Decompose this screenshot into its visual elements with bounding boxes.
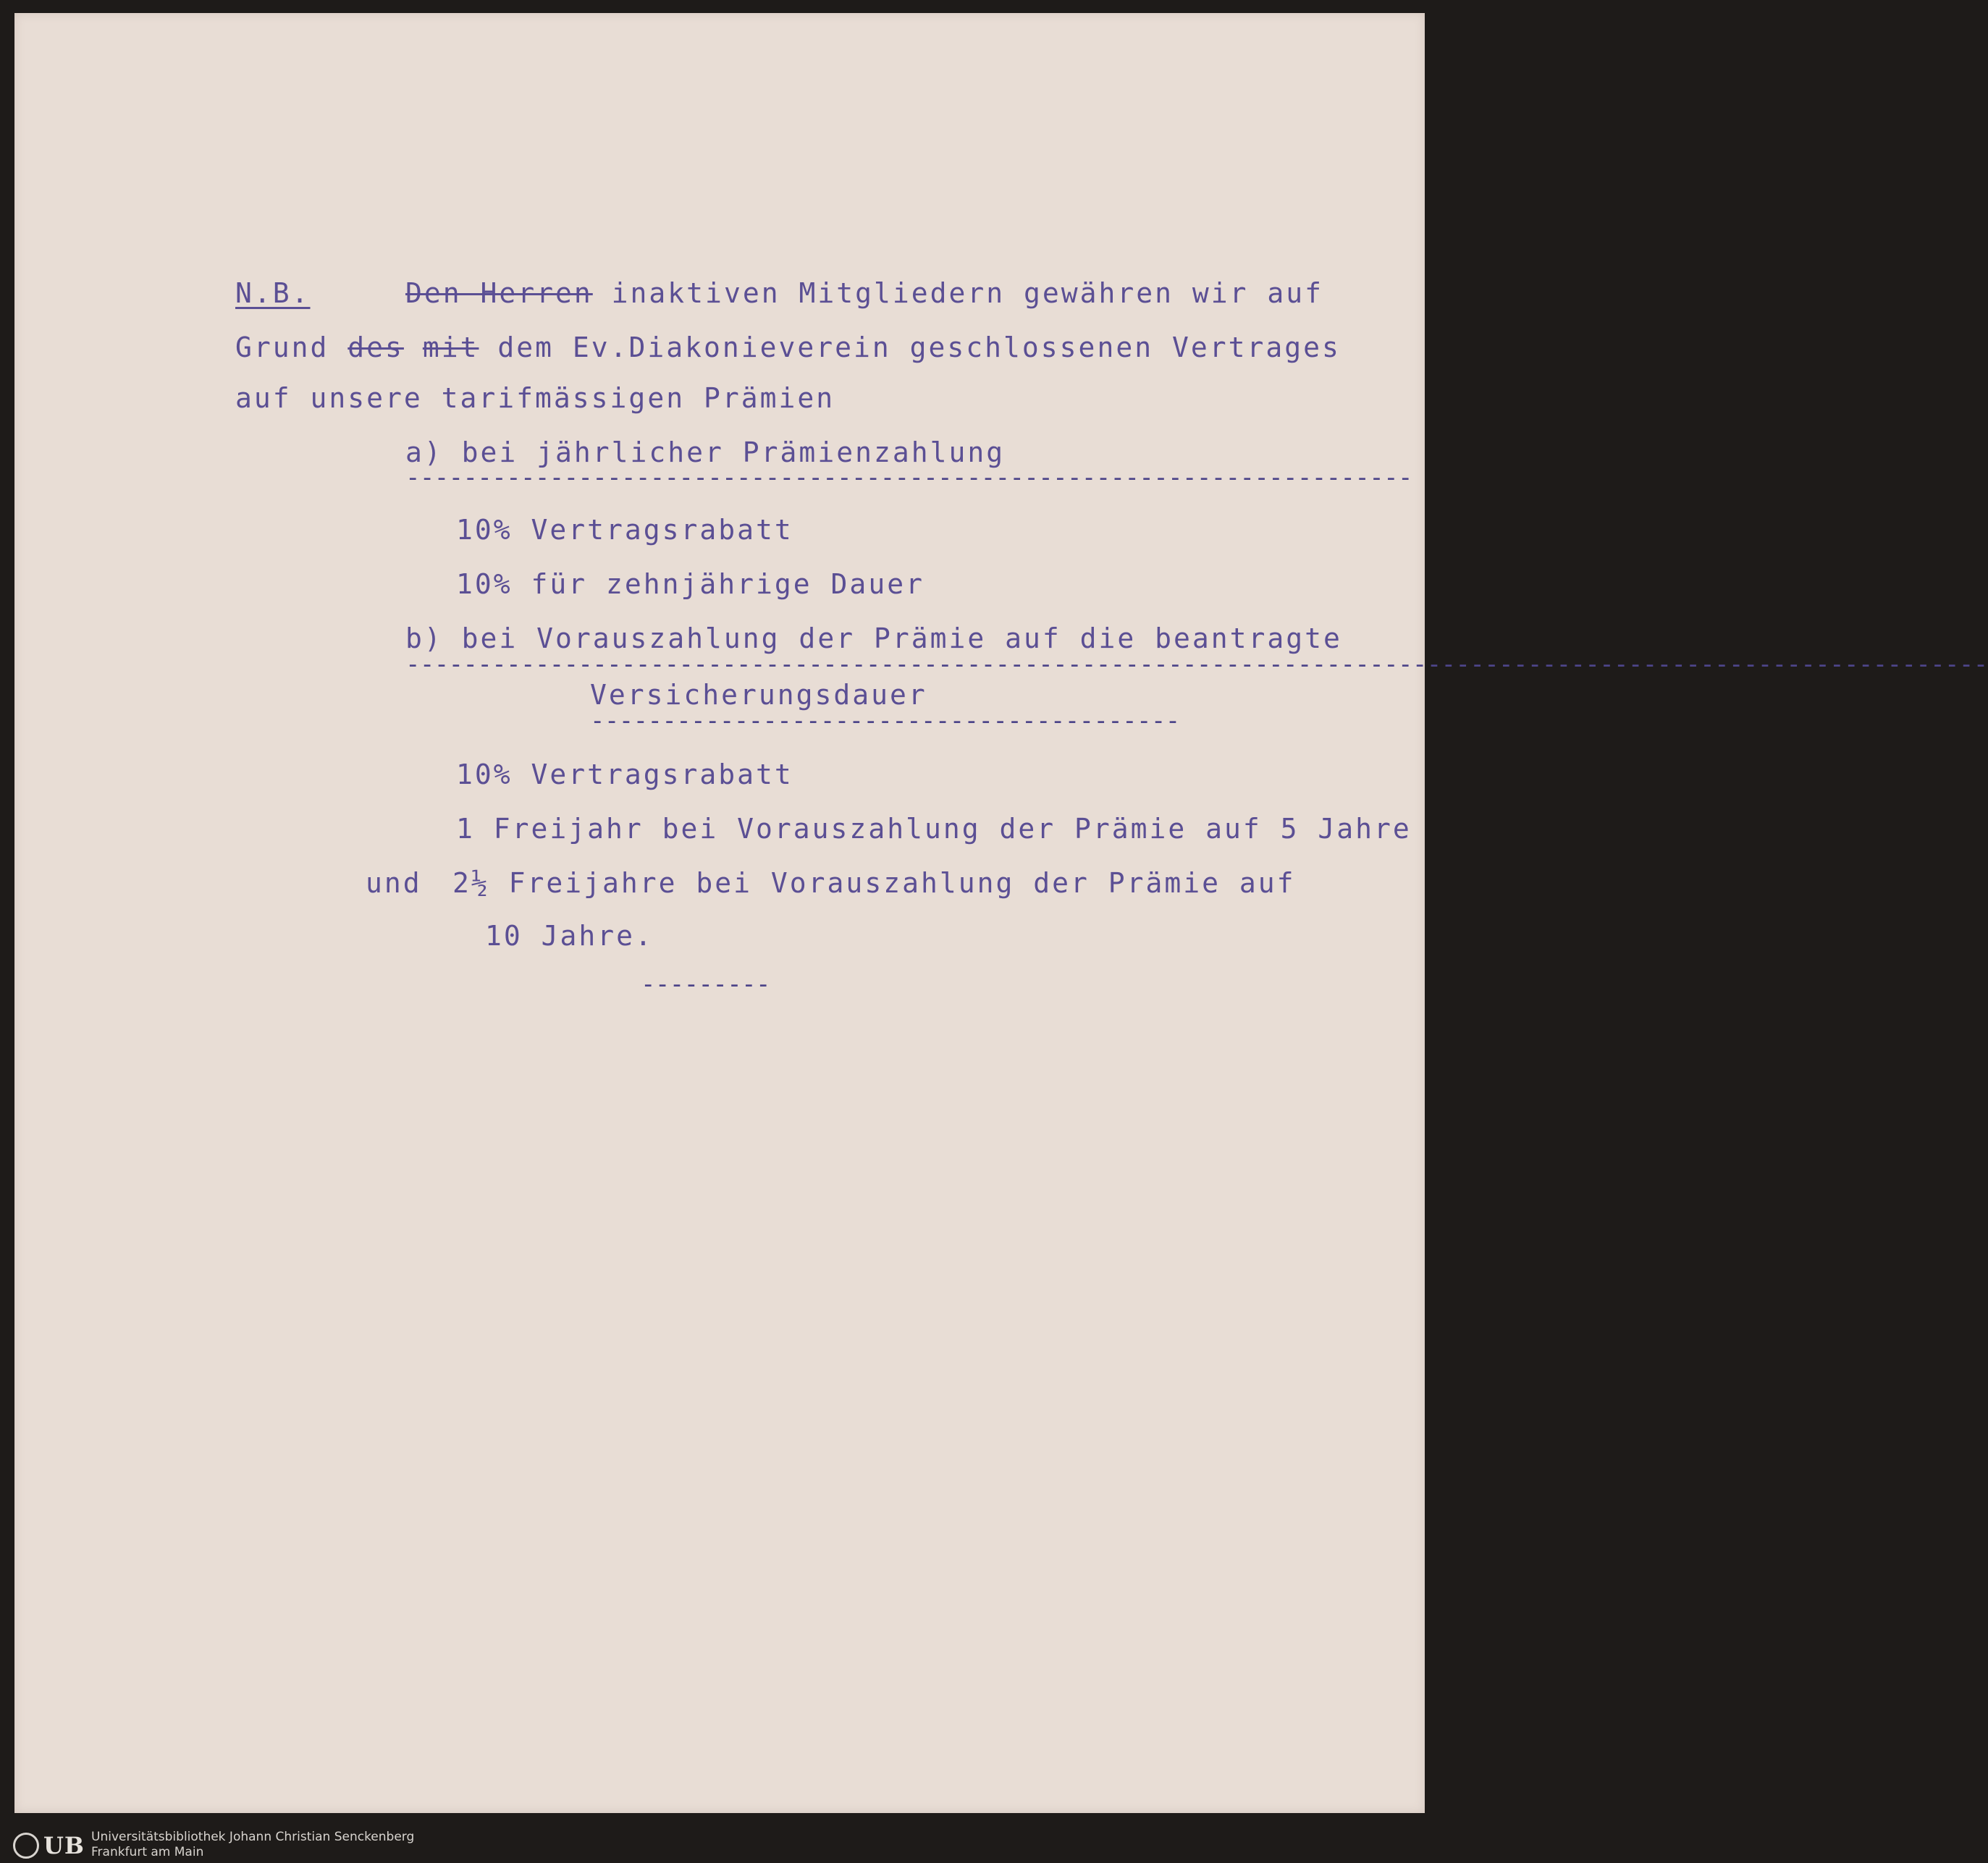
- line3: auf unsere tarifmässigen Prämien: [235, 382, 835, 414]
- ub-logo-text: UB: [43, 1832, 85, 1859]
- a-item-vertragsrabatt: 10% Vertragsrabatt: [456, 514, 793, 546]
- line1-herren-struck: Den Herren: [405, 277, 593, 309]
- line1: [405, 277, 1323, 309]
- nb-label: N.B.: [235, 277, 311, 309]
- section-a-heading: a) bei jährlicher Prämienzahlung: [405, 436, 1006, 468]
- section-a-dash-underline: ----------------------------------------------------------------------: [405, 463, 1412, 492]
- document-page: [14, 13, 1988, 1813]
- line2: [235, 331, 1341, 363]
- line1-rest: inaktiven Mitgliedern gewähren wir auf: [611, 277, 1324, 309]
- section-b-cont-dash-underline: -----------------------------------------: [590, 706, 1180, 735]
- section-b-dash-underline: --------------------------------------------------------------------------------------------------------------: [405, 650, 1988, 679]
- line2-des-struck: des: [348, 331, 404, 363]
- line2-grund: Grund: [235, 331, 329, 363]
- b-item-freijahre-10-jahre: 2½ Freijahre bei Vorauszahlung der Prämie auf: [452, 867, 1296, 899]
- ub-logo: [13, 1831, 85, 1860]
- library-footer: [0, 1827, 1448, 1863]
- line2-rest: dem Ev.Diakonieverein geschlossenen Vertrages: [497, 331, 1341, 363]
- ub-logo-circle-icon: [13, 1833, 39, 1859]
- line2-mit-struck: mit: [422, 331, 479, 363]
- closing-dash-rule: ---------: [641, 970, 770, 999]
- section-b-heading-cont: Versicherungsdauer: [590, 679, 927, 711]
- institution-line2: Frankfurt am Main: [91, 1845, 204, 1859]
- b-item-und: und: [366, 867, 422, 899]
- a-item-zehnjaehrige-dauer: 10% für zehnjährige Dauer: [456, 568, 924, 600]
- institution-name: [91, 1830, 414, 1860]
- section-b-heading: b) bei Vorauszahlung der Prämie auf die beantragte: [405, 622, 1342, 654]
- b-item-vertragsrabatt: 10% Vertragsrabatt: [456, 759, 793, 790]
- b-item-10-jahre: 10 Jahre.: [485, 920, 654, 952]
- institution-line1: Universitätsbibliothek Johann Christian Senckenberg: [91, 1830, 415, 1844]
- b-item-freijahr-5-jahre: 1 Freijahr bei Vorauszahlung der Prämie auf 5 Jahre: [456, 813, 1412, 845]
